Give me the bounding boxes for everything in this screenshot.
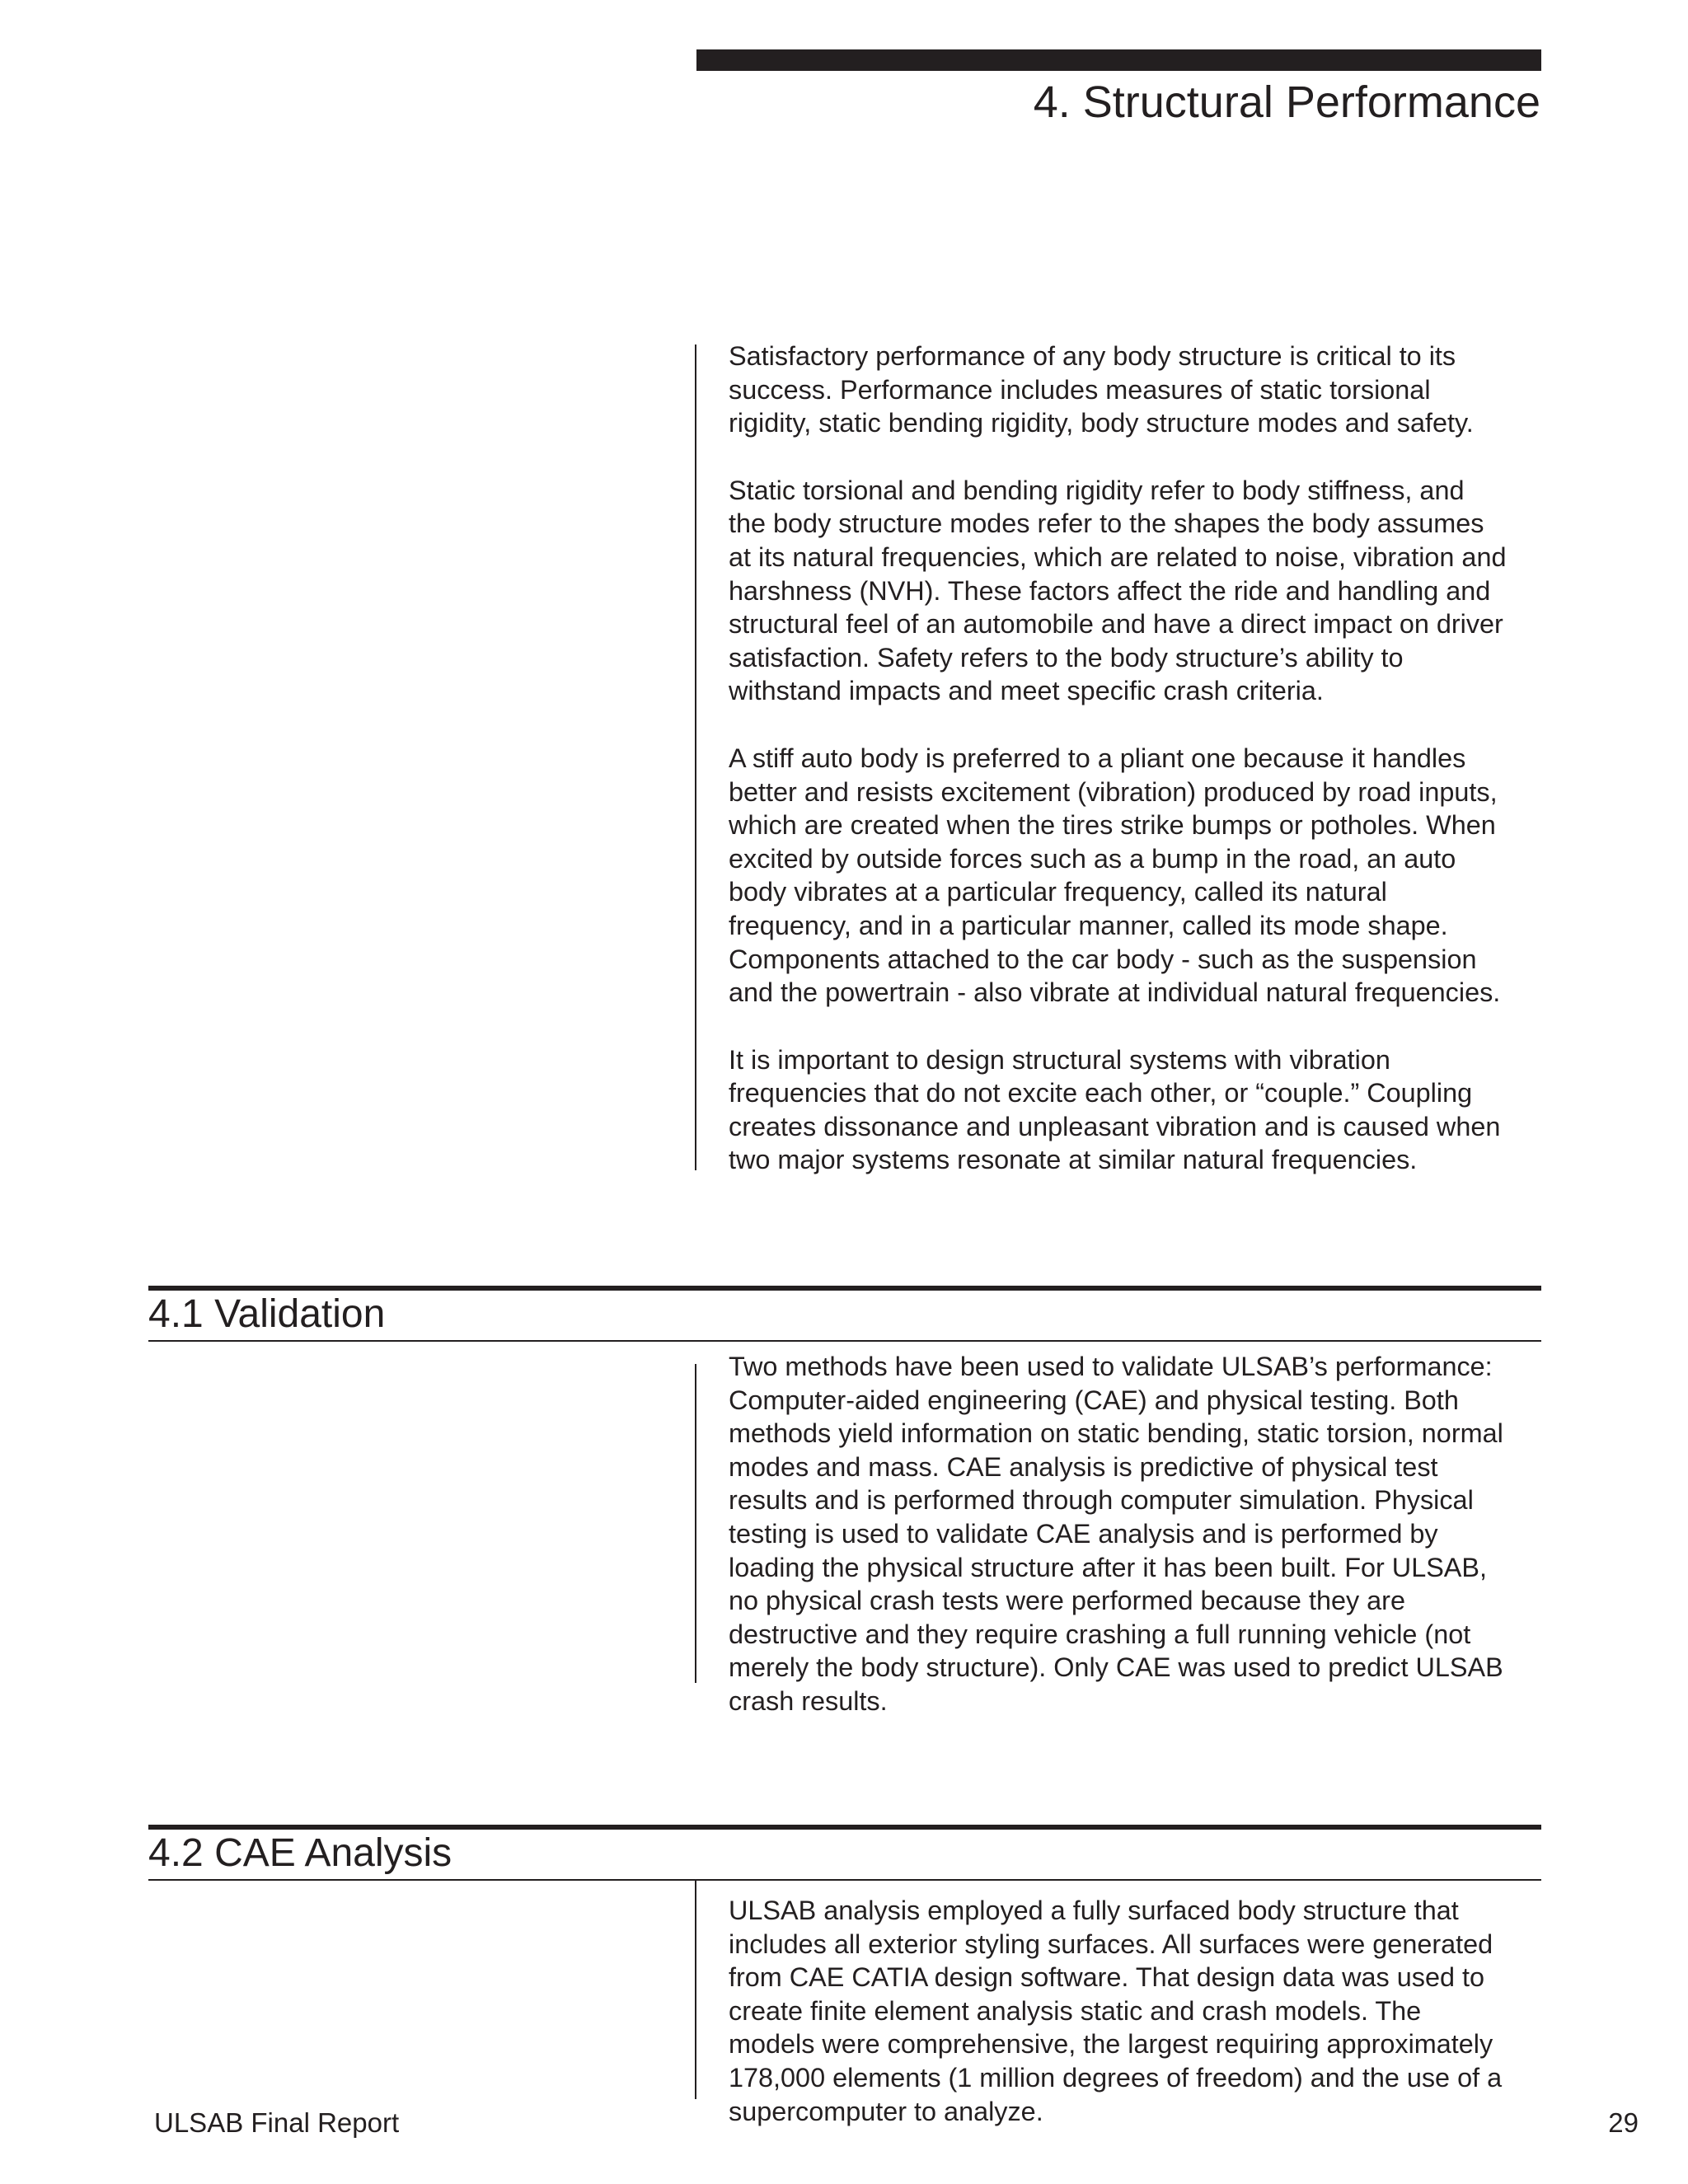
text-line: supercomputer to analyze.	[729, 2096, 1043, 2126]
validation-rule-top	[148, 1286, 1541, 1291]
intro-paragraph-1	[729, 340, 1553, 440]
text-line: includes all exterior styling surfaces. All surfaces were generated	[729, 1929, 1493, 1959]
text-line: modes and mass. CAE analysis is predictive of physical test	[729, 1451, 1438, 1482]
footer-page-number: 29	[1608, 2107, 1639, 2138]
text-line: destructive and they require crashing a full running vehicle (not	[729, 1619, 1471, 1649]
text-line: Two methods have been used to validate ULSAB’s performance:	[729, 1352, 1493, 1381]
text-line: better and resists excitement (vibration) produced by road inputs,	[729, 776, 1498, 807]
cae-rule-top	[148, 1825, 1541, 1830]
text-line: create finite element analysis static and crash models. The	[729, 1995, 1422, 2026]
footer-report-title: ULSAB Final Report	[154, 2107, 400, 2138]
text-line: merely the body structure). Only CAE was used to predict ULSAB	[729, 1652, 1503, 1683]
text-line: testing is used to validate CAE analysis and is performed by	[729, 1518, 1438, 1549]
chapter-top-bar	[696, 49, 1541, 71]
text-line: body vibrates at a particular frequency, called its natural	[729, 877, 1387, 907]
validation-rule-bottom	[148, 1340, 1541, 1342]
text-line: frequency, and in a particular manner, called its mode shape.	[729, 910, 1448, 940]
text-line: the body structure modes refer to the shapes the body assumes	[729, 509, 1484, 539]
intro-body	[729, 340, 1553, 1177]
intro-margin-rule	[695, 344, 696, 1170]
validation-paragraph-1	[729, 1350, 1553, 1718]
text-line: which are created when the tires strike bumps or potholes. When	[729, 810, 1496, 841]
cae-rule-bottom	[148, 1879, 1541, 1881]
text-line: Components attached to the car body - such as the suspension	[729, 944, 1477, 974]
cae-margin-rule	[695, 1881, 696, 2099]
text-line: ULSAB analysis employed a fully surfaced body structure that	[729, 1896, 1459, 1925]
validation-body	[729, 1350, 1553, 1718]
text-line: excited by outside forces such as a bump in the road, an auto	[729, 843, 1456, 874]
text-line: Static torsional and bending rigidity refer to body stiffness, and	[729, 475, 1465, 505]
text-line: loading the physical structure after it has been built. For ULSAB,	[729, 1552, 1488, 1582]
section-heading-validation: 4.1 Validation	[148, 1292, 386, 1336]
text-line: Computer-aided engineering (CAE) and physical testing. Both	[729, 1385, 1459, 1415]
text-line: A stiff auto body is preferred to a pliant one because it handles	[729, 743, 1466, 773]
text-line: methods yield information on static bending, static torsion, normal	[729, 1418, 1503, 1449]
text-line: and the powertrain - also vibrate at individual natural frequencies.	[729, 977, 1501, 1008]
intro-paragraph-2	[729, 474, 1553, 708]
text-line: frequencies that do not excite each other, or “couple.” Coupling	[729, 1078, 1473, 1108]
cae-body	[729, 1894, 1553, 2128]
text-line: It is important to design structural systems with vibration	[729, 1044, 1390, 1075]
text-line: structural feel of an automobile and have a direct impact on driver	[729, 609, 1503, 640]
text-line: crash results.	[729, 1685, 888, 1716]
text-line: at its natural frequencies, which are related to noise, vibration and	[729, 541, 1507, 572]
cae-paragraph-1	[729, 1894, 1553, 2128]
text-line: two major systems resonate at similar natural frequencies.	[729, 1145, 1418, 1175]
text-line: results and is performed through computer simulation. Physical	[729, 1485, 1474, 1516]
text-line: rigidity, static bending rigidity, body structure modes and safety.	[729, 408, 1474, 438]
text-line: satisfaction. Safety refers to the body structure’s ability to	[729, 642, 1404, 673]
text-line: harshness (NVH). These factors affect the ride and handling and	[729, 575, 1491, 606]
intro-paragraph-3	[729, 742, 1553, 1010]
text-line: Satisfactory performance of any body structure is critical to its	[729, 341, 1456, 371]
text-line: 178,000 elements (1 million degrees of freedom) and the use of a	[729, 2062, 1503, 2093]
text-line: success. Performance includes measures of static torsional	[729, 374, 1431, 405]
text-line: withstand impacts and meet specific crash criteria.	[729, 676, 1324, 706]
validation-margin-rule	[695, 1364, 696, 1683]
text-line: from CAE CATIA design software. That design data was used to	[729, 1962, 1484, 1993]
text-line: models were comprehensive, the largest requiring approximately	[729, 2029, 1493, 2060]
text-line: no physical crash tests were performed because they are	[729, 1586, 1405, 1616]
section-heading-cae: 4.2 CAE Analysis	[148, 1831, 452, 1875]
text-line: creates dissonance and unpleasant vibration and is caused when	[729, 1111, 1501, 1141]
chapter-title: 4. Structural Performance	[1033, 77, 1540, 127]
intro-paragraph-4	[729, 1043, 1553, 1177]
